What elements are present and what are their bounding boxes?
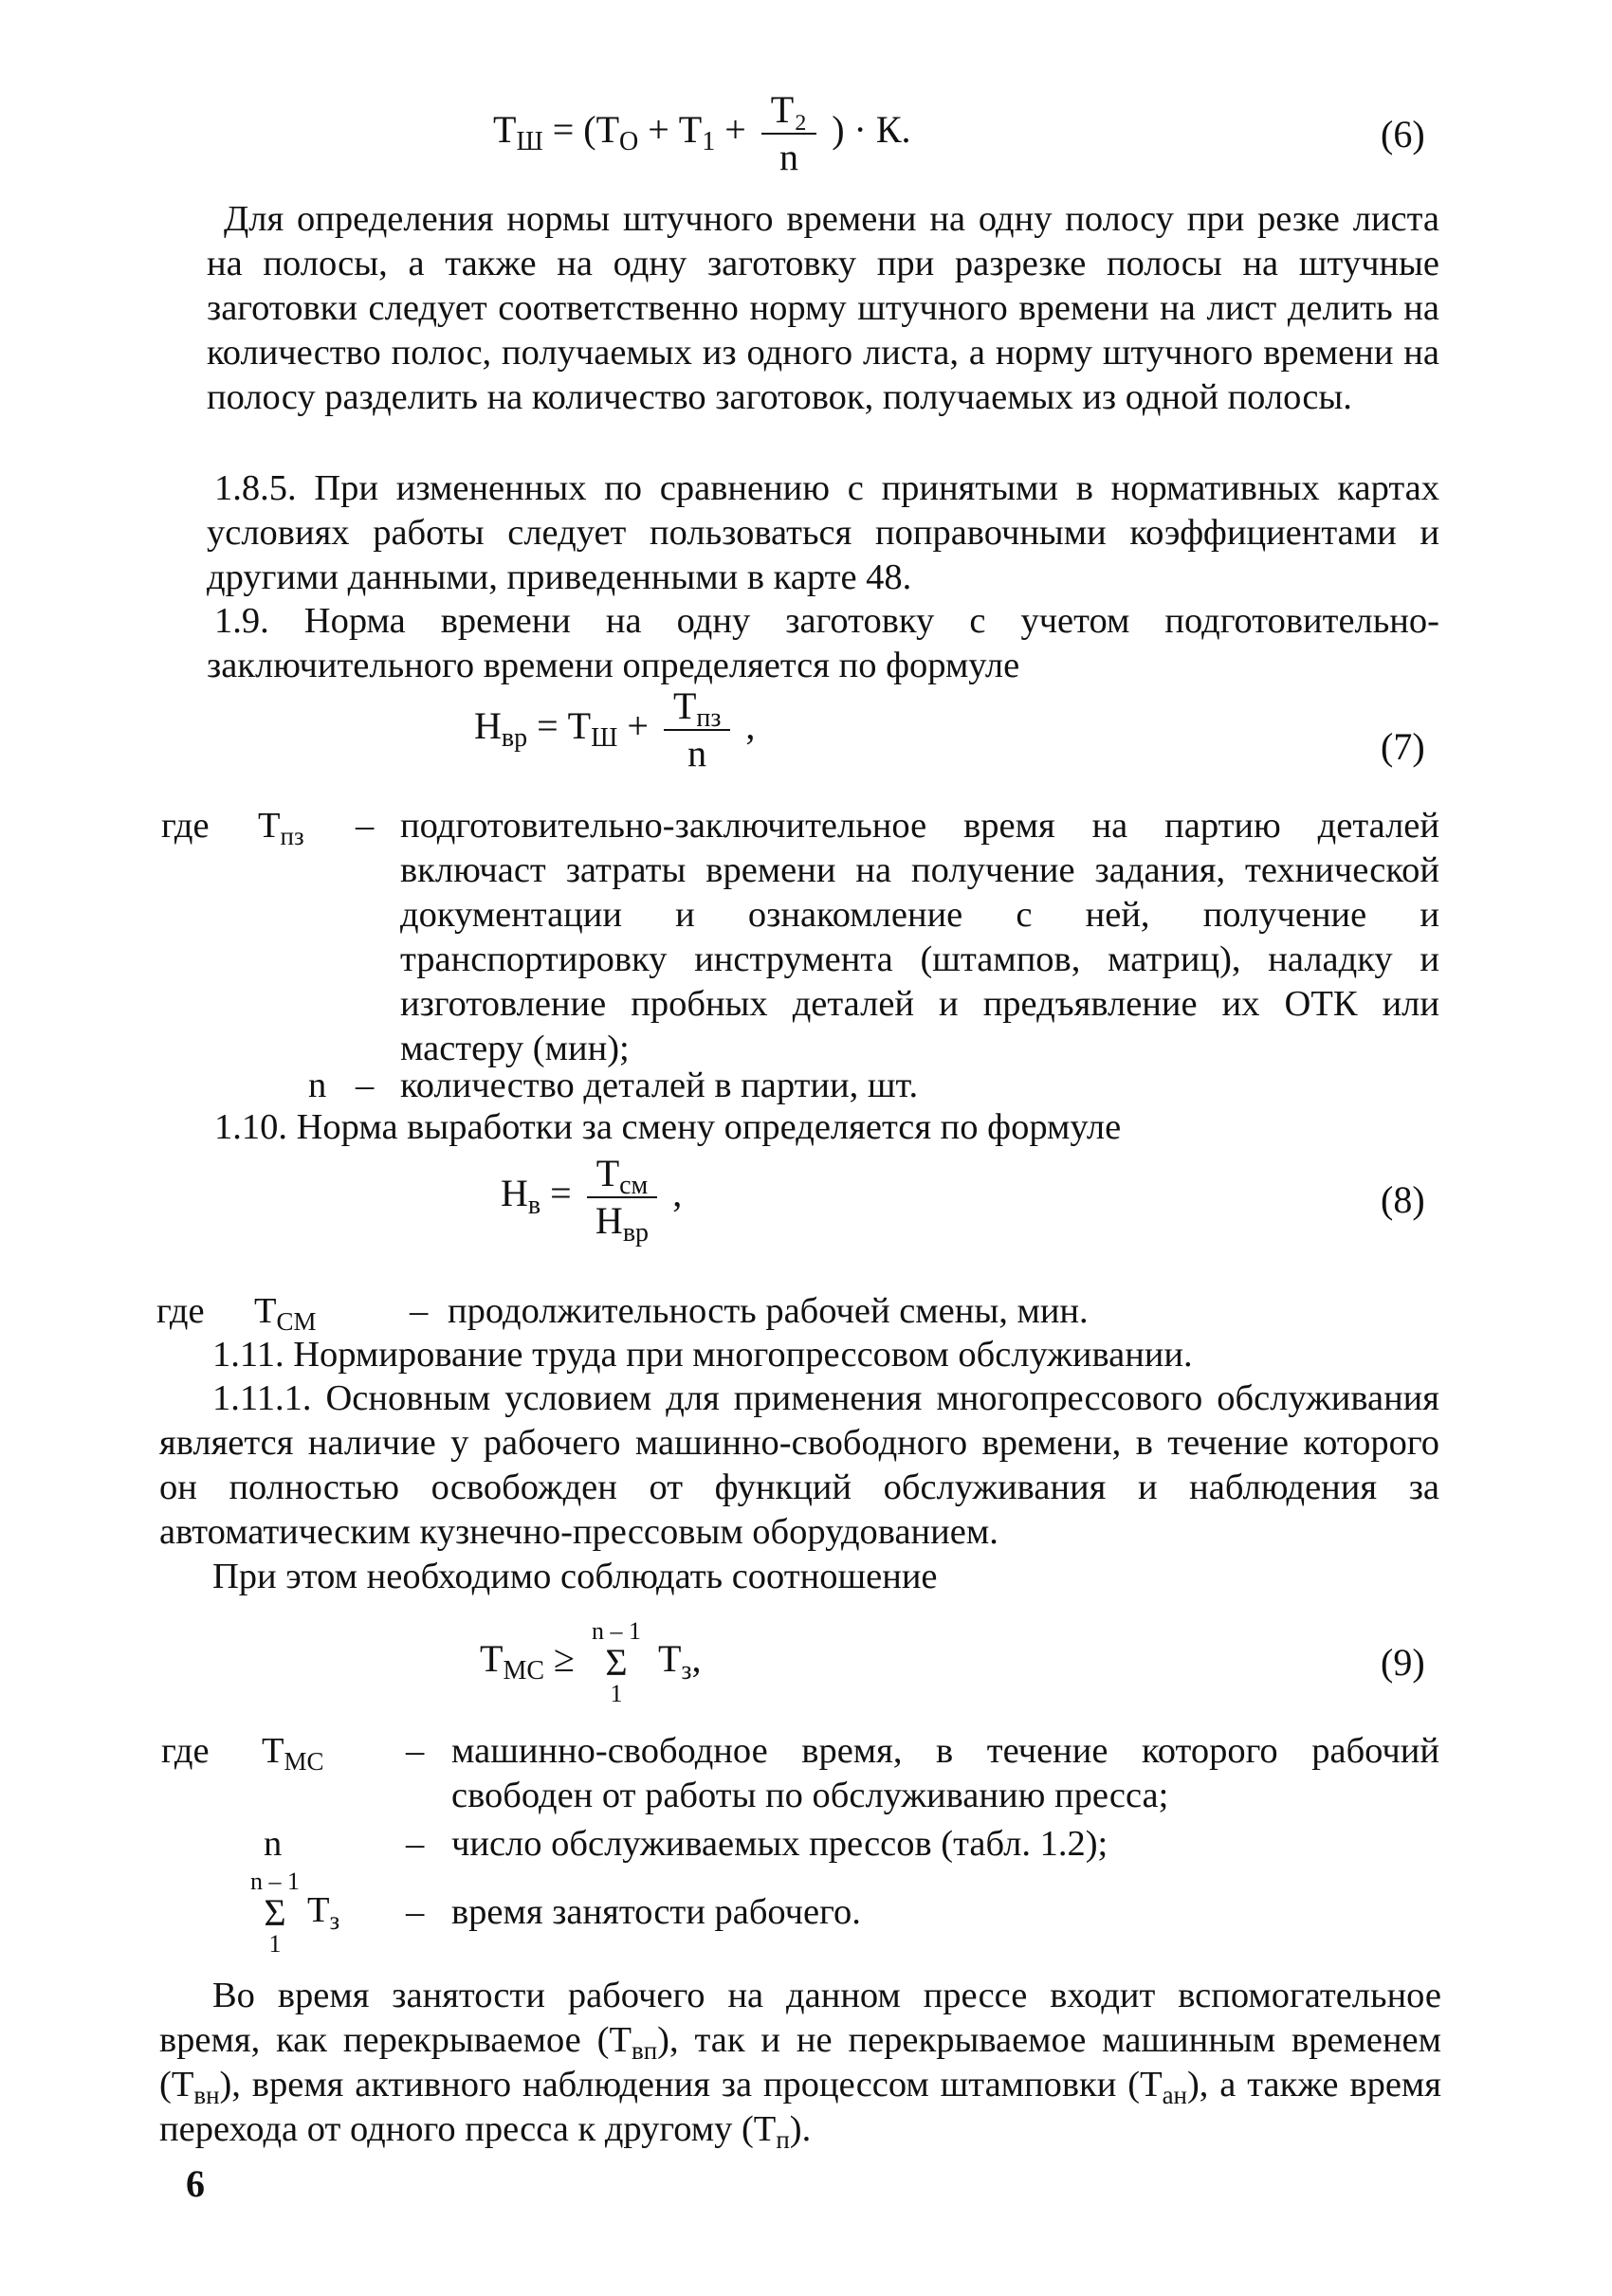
def9-where: где [161,1731,210,1771]
formula-8-lhs-sub: в [527,1191,541,1221]
formula-6-lhs-sub: Ш [516,127,543,157]
def7-dash-1: – [356,806,375,846]
formula-7-frac-num-sub: пз [696,703,722,733]
def9-dash-1: – [406,1731,425,1771]
def9-symbol-main: Т [262,1731,284,1771]
def9-symbol-sub: МС [284,1747,324,1776]
def7-text-n: количество деталей в партии, шт. [400,1066,919,1105]
def7-symbol-main: Т [258,806,281,846]
def9-sum-sign: Σ [264,1891,286,1934]
formula-9-tail: , [691,1637,702,1681]
formula-8-den-main: Н [595,1199,623,1242]
formula-7-fraction [664,684,730,774]
def9-text-tmc: машинно-свободное время, в течение которого рабочий свободен от работы по обслуживанию пресса; [451,1731,1439,1815]
formula-8-den-sub: вр [622,1218,650,1248]
def8-symbol-main: Т [254,1291,277,1331]
def9-text-sum: время занятости рабочего. [451,1892,861,1932]
formula-6-close: ) · К. [832,108,911,152]
paragraph-1-10: 1.10. Норма выработки за смену определяется по формуле [214,1107,1122,1147]
formula-9-sum [592,1619,641,1706]
def9-dash-3: – [406,1892,425,1932]
formula-9-rel: ≥ [554,1637,575,1681]
def8-text: продолжительность рабочей смены, мин. [448,1291,1089,1331]
formula-8-frac-den [587,1198,658,1248]
equation-number-9: (9) [1381,1641,1425,1684]
def9-sum [250,1869,300,1957]
formula-6-t0-sub: О [619,127,639,157]
equation-number-8: (8) [1381,1178,1425,1221]
paragraph-ratio-intro: При этом необходимо соблюдать соотношение [212,1557,938,1596]
def7-symbol-tpz [258,804,304,848]
def9-sum-t-sub: з [329,1905,340,1935]
formula-8-frac-num [587,1152,658,1200]
formula-7-t-sub: Ш [591,723,618,754]
p8-e: ). [789,2109,812,2149]
p8-a-sub: вп [631,2036,658,2065]
formula-9 [480,1619,701,1706]
def7-symbol-sub: пз [280,822,304,850]
def7-symbol-n: n [308,1066,327,1105]
p8-c: ), время активного наблюдения за процессом штамповки (Т [219,2065,1163,2105]
def9-symbol-tmc [262,1729,323,1774]
formula-9-rhs-sub: з [681,1656,692,1686]
def9-sum-t: Т [307,1889,330,1930]
def7-dash-2: – [356,1066,375,1105]
formula-8-fraction [587,1152,658,1248]
equation-number-7: (7) [1381,725,1425,768]
formula-8 [501,1152,683,1248]
paragraph-1-11-1: 1.11.1. Основным условием для применения многопрессового обслуживания является наличие у рабочего машинно-свободного времени, в течение которого он полностью освобожден от функций обслуживания и наблюдения за автоматическим кузнечно-прессовым оборудованием. [159,1378,1439,1552]
formula-6-frac-num: Т₂ [761,91,816,135]
formula-6-plus: + [724,108,746,152]
def9-sum-lower: 1 [268,1930,282,1958]
formula-9-lhs-sub: МС [503,1656,545,1686]
formula-7-eq: = Т [537,704,592,748]
formula-7 [474,684,756,774]
def9-sum-upper: n – 1 [250,1868,300,1895]
p8-b: ), так и не перекрываемое машинным временем (Т [159,2020,1441,2105]
paragraph-busy-time [159,1974,1441,2152]
paragraph-1-9: 1.9. Норма времени на одну заготовку с учетом подготовительно-заключительного времени определяется по формуле [207,601,1439,685]
p8-b-sub: вн [193,2081,220,2109]
formula-6-fraction [761,88,816,178]
formula-8-lhs: Н [501,1172,528,1215]
equation-number-6: (6) [1381,113,1425,155]
p8-d-sub: п [776,2125,790,2154]
page-number: 6 [186,2162,205,2205]
formula-8-num-sub: см [619,1171,649,1200]
formula-7-frac-num-main: Т [672,684,697,727]
formula-7-lhs-sub: вр [501,723,528,754]
formula-7-tail: , [745,704,756,748]
p8-a: Во время занятости рабочего на данном прессе входит вспомогательное время, как перекрываемое (Т [159,1976,1441,2060]
formula-9-sum-upper: n – 1 [591,1617,641,1645]
formula-6-plus-t1: + Т [648,108,703,152]
formula-6 [493,88,911,178]
formula-9-sum-sign: Σ [605,1641,628,1684]
paragraph-1-11: 1.11. Нормирование труда при многопрессовом обслуживании. [212,1335,1193,1375]
paragraph-piece-time: Для определения нормы штучного времени на одну полосу при резке листа на полосы, а также на одну заготовку при разрезке полосы на штучные заготовки следует соответственно норму штучного времени на лист делить на количество полос, получаемых из одного листа, а норму штучного времени на полосу разделить на количество заготовок, получаемых из одной полосы. [207,199,1439,417]
formula-8-eq: = [550,1172,572,1215]
formula-6-open: = (Т [552,108,619,152]
def8-symbol-sub: СМ [276,1307,317,1336]
formula-9-sum-lower: 1 [610,1680,623,1707]
paragraph-1-8-5: 1.8.5. При измененных по сравнению с принятыми в нормативных картах условиях работы следует пользоваться поправочными коэффициентами и другими данными, приведенными в карте 48. [207,468,1439,597]
formula-8-num-main: Т [595,1152,620,1194]
def8-where: где [156,1291,205,1331]
def8-symbol-tsm [254,1289,316,1334]
formula-7-frac-den: n [687,732,707,774]
formula-6-lhs: Т [493,108,517,152]
formula-9-rhs: Т [657,1637,682,1681]
def9-symbol-n: n [264,1824,283,1864]
def9-dash-2: – [406,1824,425,1864]
formula-7-lhs: Н [474,704,502,748]
formula-7-frac-num [664,684,730,733]
def9-text-n: число обслуживаемых прессов (табл. 1.2); [451,1824,1108,1864]
def8-dash: – [410,1291,429,1331]
formula-8-tail: , [672,1172,683,1215]
formula-6-t1-sub: 1 [702,127,716,157]
def9-sum-symbol [243,1869,339,1957]
def7-where: где [161,806,210,846]
formula-6-frac-den: n [779,136,798,178]
formula-9-lhs: Т [480,1637,504,1681]
def7-text-tpz: подготовительно-заключительное время на партию деталей включаст затраты времени на получение задания, технической документации и ознакомление с ней, получение и транспортировку инструмента (штампов, матриц), наладку и изготовление пробных деталей и предъявление их ОТК или мастеру (мин); [400,806,1439,1068]
p8-d: ), а также время перехода от одного пресса к другому (Т [159,2065,1441,2149]
formula-7-plus: + [627,704,649,748]
p8-c-sub: ан [1162,2081,1187,2109]
